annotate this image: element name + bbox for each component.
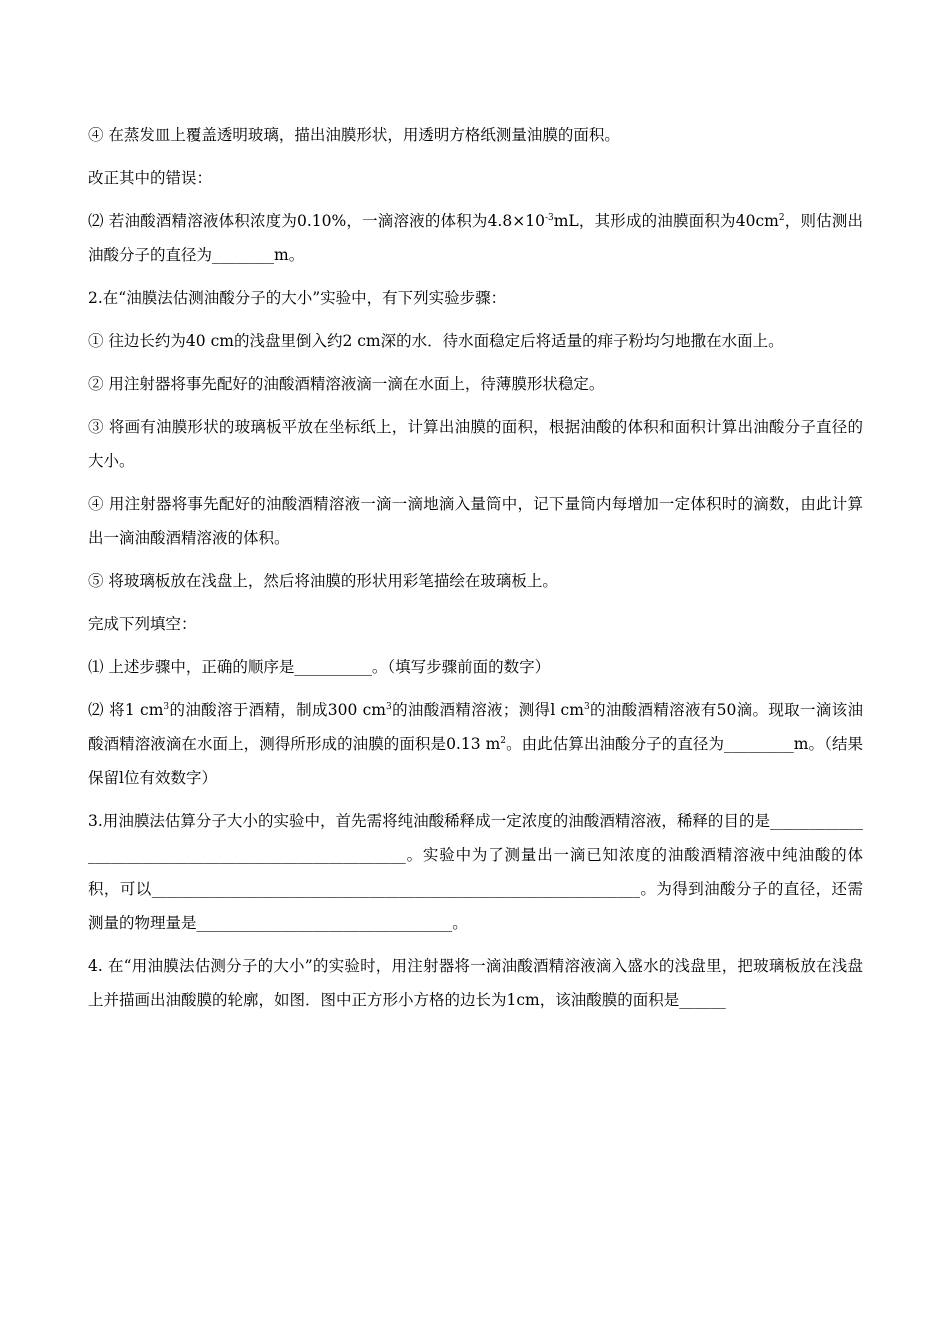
q2-step-1: ① 往边长约为40 cm的浅盘里倒入约2 cm深的水．待水面稳定后将适量的痱子粉均匀地撒在水面上。 bbox=[88, 332, 784, 350]
q1-part2: ⑵ 若油酸酒精溶液体积浓度为0.10%，一滴溶液的体积为$4.8\times 10^{-3}mL$，其形成的油膜面积为$40cm^2$，则估测出油酸分子的直径为________m。 bbox=[88, 212, 863, 264]
q2-part1: ⑴ 上述步骤中，正确的顺序是__________。（填写步骤前面的数字） bbox=[88, 658, 551, 676]
q2-part2: ⑵ 将1 $cm^3$的油酸溶于酒精，制成300 $cm^3$的油酸酒精溶液；测得l $cm^3$的油酸酒精溶液有50滴。现取一滴该油酸酒精溶液滴在水面上，测得所形成的油膜的面积是0.13 $m^2$。由此估算出油酸分子的直径为_________m。（结果保留l位有效数字） bbox=[88, 701, 864, 787]
q1-correct-prompt: 改正其中的错误： bbox=[88, 169, 213, 187]
q2-step-4: ④ 用注射器将事先配好的油酸酒精溶液一滴一滴地滴入量筒中，记下量筒内每增加一定体积时的滴数，由此计算出一滴油酸酒精溶液的体积。 bbox=[88, 495, 863, 547]
q2-step-3: ③ 将画有油膜形状的玻璃板平放在坐标纸上，计算出油膜的面积，根据油酸的体积和面积计算出油酸分子直径的大小。 bbox=[88, 418, 863, 470]
q3-text: 3.用油膜法估算分子大小的实验中，首先需将纯油酸稀释成一定浓度的油酸酒精溶液，稀释的目的是_____________________________________________________。实验中为了测量出一滴已知浓度的油酸酒精溶液中纯油酸的体积，可以_______________________________________________________________。为得到油酸分子的直径，还需测量的物理量是_________________________________。 bbox=[88, 812, 863, 932]
q4-text: 4. 在“用油膜法估测分子的大小”的实验时，用注射器将一滴油酸酒精溶液滴入盛水的浅盘里，把玻璃板放在浅盘上并描画出油酸膜的轮廓，如图．图中正方形小方格的边长为1cm，该油酸膜的面积是______ bbox=[88, 957, 863, 1009]
document-page bbox=[88, 118, 863, 1026]
q2-intro: 2.在“油膜法估测油酸分子的大小”实验中，有下列实验步骤： bbox=[88, 289, 507, 307]
q2-step-2: ② 用注射器将事先配好的油酸酒精溶液滴一滴在水面上，待薄膜形状稳定。 bbox=[88, 375, 605, 393]
q2-fill-prompt: 完成下列填空： bbox=[88, 615, 197, 633]
q1-step4: ④ 在蒸发皿上覆盖透明玻璃，描出油膜形状，用透明方格纸测量油膜的面积。 bbox=[88, 126, 620, 144]
q2-step-5: ⑤ 将玻璃板放在浅盘上，然后将油膜的形状用彩笔描绘在玻璃板上。 bbox=[88, 572, 558, 590]
